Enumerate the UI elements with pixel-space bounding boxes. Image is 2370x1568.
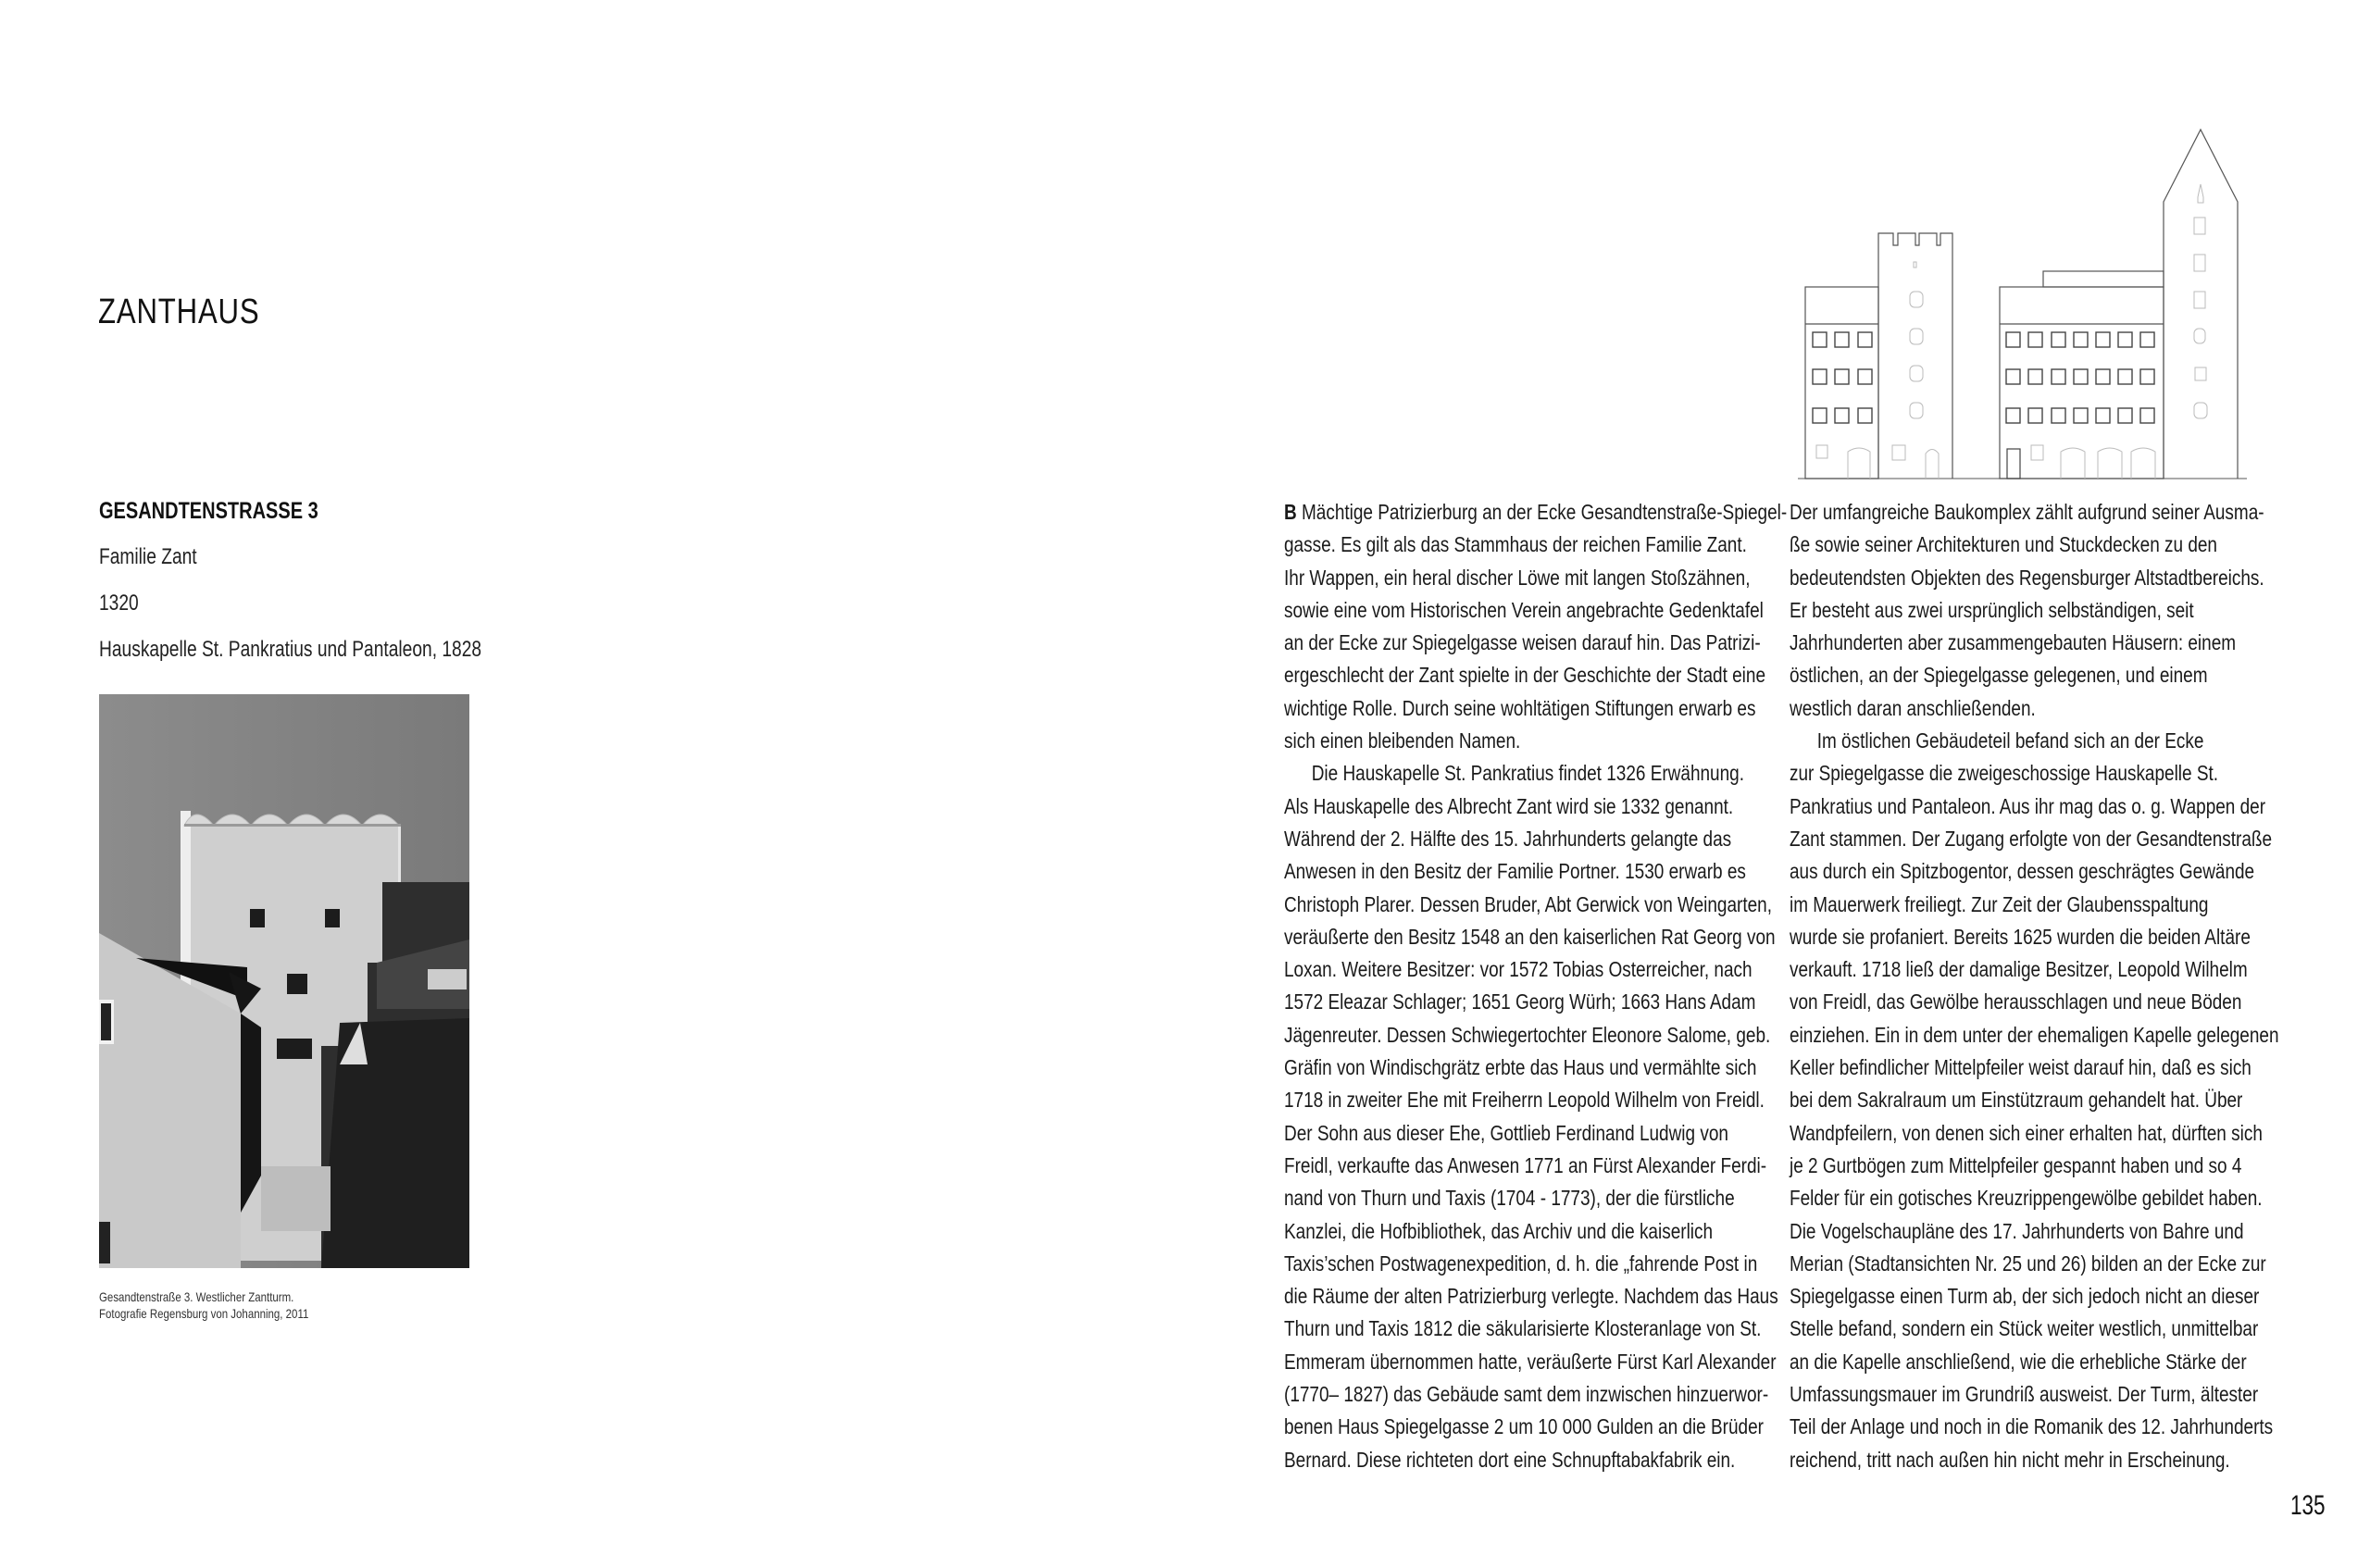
building-elevation-icon (1787, 125, 2277, 481)
body-line: Emmeram übernommen hatte, veräußerte Fürst Karl Alexander (1284, 1349, 1777, 1374)
body-line: Er besteht aus zwei ursprünglich selbständigen, seit (1790, 597, 2194, 622)
body-line: Während der 2. Hälfte des 15. Jahrhunderts gelangte das (1284, 826, 1732, 851)
address-heading: GESANDTENSTRASSE 3 (99, 498, 318, 524)
body-line: bedeutendsten Objekten des Regensburger Altstadtbereichs. (1790, 565, 2264, 590)
body-line: Anwesen in den Besitz der Familie Portner. 1530 erwarb es (1284, 859, 1746, 884)
year-line: 1320 (99, 591, 139, 616)
body-line: bei dem Sakralraum um Einstützraum gehandelt hat. Über (1790, 1088, 2243, 1113)
family-line: Familie Zant (99, 544, 197, 569)
body-line: Felder für ein gotisches Kreuzrippengewölbe gebildet haben. (1790, 1186, 2263, 1211)
body-line: (1770– 1827) das Gebäude samt dem inzwischen hinzuerwor- (1284, 1382, 1769, 1407)
photo-caption (99, 1288, 308, 1322)
body-line: benen Haus Spiegelgasse 2 um 10 000 Gulden an die Brüder (1284, 1414, 1764, 1439)
body-line: Wandpfeilern, von denen sich einer erhalten hat, dürften sich (1790, 1120, 2263, 1145)
body-line: Taxis’schen Postwagenexpedition, d. h. die „fahrende Post in (1284, 1251, 1758, 1276)
body-line: von Freidl, das Gewölbe herausschlagen und neue Böden (1790, 989, 2242, 1014)
body-line: Als Hauskapelle des Albrecht Zant wird sie 1332 genannt. (1284, 793, 1734, 818)
body-line: ergeschlecht der Zant spielte in der Geschichte der Stadt eine (1284, 663, 1766, 688)
body-line: Bernard. Diese richteten dort eine Schnupftabakfabrik ein. (1284, 1447, 1736, 1472)
body-line: Zant stammen. Der Zugang erfolgte von der Gesandtenstraße (1790, 826, 2273, 851)
body-column-1 (1284, 496, 1788, 1476)
body-line: veräußerte den Besitz 1548 an den kaiserlichen Rat Georg von (1284, 924, 1776, 949)
body-line: westlich daran anschließenden. (1790, 695, 2036, 720)
body-line: Gräfin von Windischgrätz erbte das Haus und vermählte sich (1284, 1055, 1757, 1080)
body-text: Mächtige Patrizierburg an der Ecke Gesandtenstraße-Spiegel- (1301, 500, 1788, 524)
body-line: an der Ecke zur Spiegelgasse weisen darauf hin. Das Patrizi- (1284, 630, 1761, 655)
body-line: ße sowie seiner Architekturen und Stuckdecken zu den (1790, 532, 2217, 557)
body-line (1284, 496, 1788, 529)
body-line: Merian (Stadtansichten Nr. 25 und 26) bilden an der Ecke zur (1790, 1251, 2266, 1276)
chapel-line: Hauskapelle St. Pankratius und Pantaleon, 1828 (99, 637, 482, 662)
body-line: wurde sie profaniert. Bereits 1625 wurden die beiden Altäre (1790, 924, 2251, 949)
body-column-2 (1790, 496, 2286, 1476)
body-line: Stelle befand, sondern ein Stück weiter westlich, unmittelbar (1790, 1316, 2259, 1341)
body-line: Die Vogelschaupläne des 17. Jahrhunderts von Bahre und (1790, 1218, 2244, 1243)
body-line: je 2 Gurtbögen zum Mittelpfeiler gespannt haben und so 4 (1790, 1152, 2242, 1177)
body-line: 1572 Eleazar Schlager; 1651 Georg Würh; 1663 Hans Adam (1284, 989, 1756, 1014)
body-line: Thurn und Taxis 1812 die säkularisierte Klosteranlage von St. (1284, 1316, 1762, 1341)
body-line: im Mauerwerk freiliegt. Zur Zeit der Glaubensspaltung (1790, 891, 2209, 916)
page-number: 135 (2290, 1490, 2326, 1521)
caption-line: Gesandtenstraße 3. Westlicher Zantturm. (99, 1289, 294, 1304)
body-line: Christoph Plarer. Dessen Bruder, Abt Gerwick von Weingarten, (1284, 891, 1772, 916)
body-line: wichtige Rolle. Durch seine wohltätigen Stiftungen erwarb es (1284, 695, 1756, 720)
body-line: Kanzlei, die Hofbibliothek, das Archiv und die kaiserlich (1284, 1218, 1714, 1243)
body-line: östlichen, an der Spiegelgasse gelegenen, und einem (1790, 663, 2208, 688)
tower-photo-image (99, 694, 469, 1268)
body-line: einziehen. Ein in dem unter der ehemaligen Kapelle gelegenen (1790, 1022, 2279, 1047)
caption-line: Fotografie Regensburg von Johanning, 2011 (99, 1306, 309, 1321)
body-line: Spiegelgasse einen Turm ab, der sich jedoch nicht an dieser (1790, 1284, 2260, 1309)
tower-photo (99, 694, 469, 1268)
body-line: zur Spiegelgasse die zweigeschossige Hauskapelle St. (1790, 761, 2219, 786)
body-line: sich einen bleibenden Namen. (1284, 728, 1521, 753)
body-line: Der umfangreiche Baukomplex zählt aufgrund seiner Ausma- (1790, 500, 2264, 524)
body-line: Umfassungsmauer im Grundriß ausweist. Der Turm, ältester (1790, 1382, 2259, 1407)
body-line: nand von Thurn und Taxis (1704 - 1773), der die fürstliche (1284, 1186, 1735, 1211)
body-line: sowie eine vom Historischen Verein angebrachte Gedenktafel (1284, 597, 1764, 622)
body-line: Freidl, verkaufte das Anwesen 1771 an Fürst Alexander Ferdi- (1284, 1152, 1767, 1177)
body-line: Die Hauskapelle St. Pankratius findet 1326 Erwähnung. (1311, 761, 1744, 786)
body-line: verkauft. 1718 ließ der damalige Besitzer, Leopold Wilhelm (1790, 957, 2248, 982)
body-line: 1718 in zweiter Ehe mit Freiherrn Leopold Wilhelm von Freidl. (1284, 1088, 1765, 1113)
body-line: Im östlichen Gebäudeteil befand sich an der Ecke (1816, 728, 2204, 753)
body-line: Pankratius und Pantaleon. Aus ihr mag das o. g. Wappen der (1790, 793, 2266, 818)
body-line: gasse. Es gilt als das Stammhaus der reichen Familie Zant. (1284, 532, 1747, 557)
section-marker: B (1284, 500, 1297, 524)
body-line: reichend, tritt nach außen hin nicht mehr in Erscheinung. (1790, 1447, 2230, 1472)
body-line: Jägenreuter. Dessen Schwiegertochter Eleonore Salome, geb. (1284, 1022, 1771, 1047)
body-line: aus durch ein Spitzbogentor, dessen geschrägtes Gewände (1790, 859, 2255, 884)
body-line: Teil der Anlage und noch in die Romanik des 12. Jahrhunderts (1790, 1414, 2274, 1439)
body-line: Der Sohn aus dieser Ehe, Gottlieb Ferdinand Ludwig von (1284, 1120, 1728, 1145)
body-line: Loxan. Weitere Besitzer: vor 1572 Tobias Osterreicher, nach (1284, 957, 1753, 982)
body-line: die Räume der alten Patrizierburg verlegte. Nachdem das Haus (1284, 1284, 1778, 1309)
body-line: Ihr Wappen, ein heral discher Löwe mit langen Stoßzähnen, (1284, 565, 1751, 590)
body-line: Jahrhunderten aber zusammengebauten Häusern: einem (1790, 630, 2237, 655)
body-line: Keller befindlicher Mittelpfeiler weist darauf hin, daß es sich (1790, 1055, 2252, 1080)
elevation-drawing (1787, 125, 2277, 481)
page-title: ZANTHAUS (98, 292, 260, 331)
body-line: an die Kapelle anschließend, wie die erhebliche Stärke der (1790, 1349, 2247, 1374)
